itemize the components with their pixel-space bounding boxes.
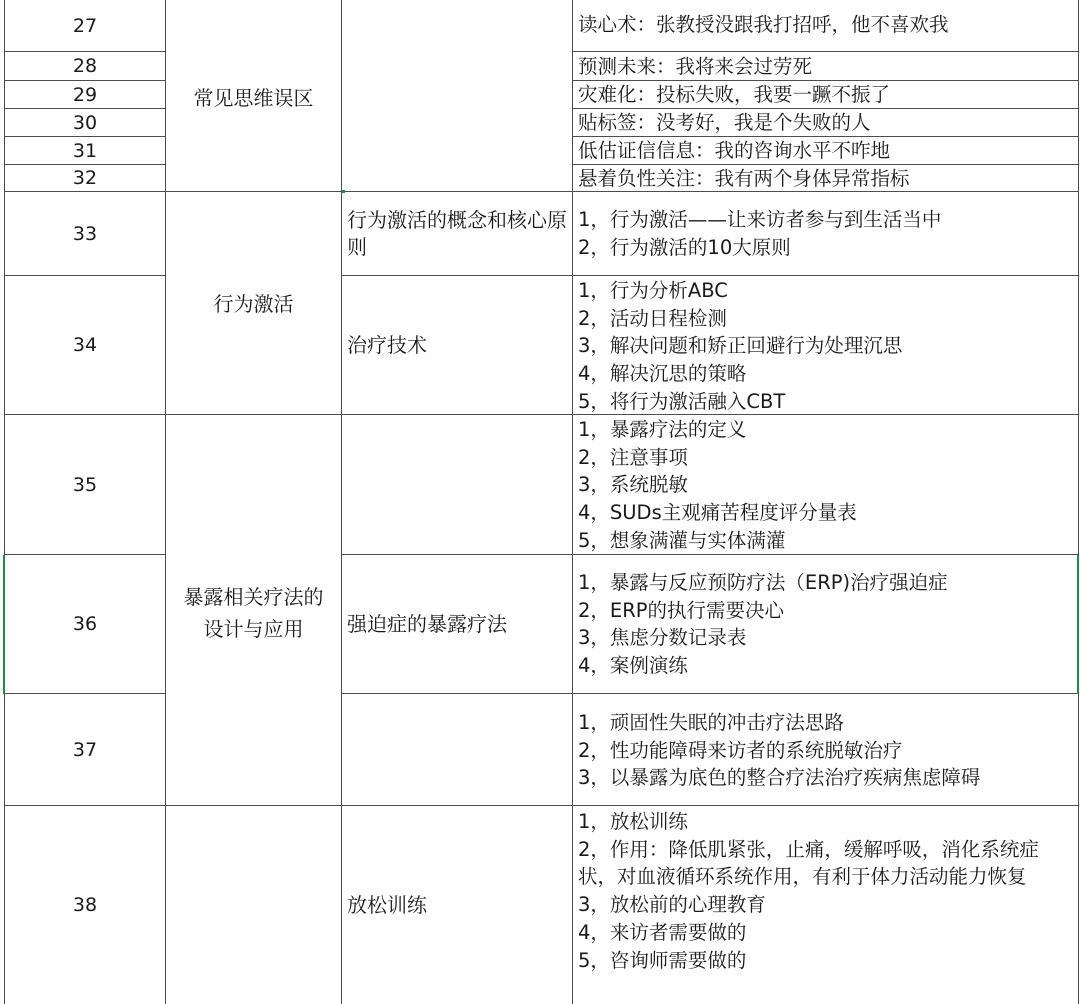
detail-line: 读心术：张教授没跟我打招呼，他不喜欢我 <box>578 13 949 36</box>
detail-line: 2，作用：降低肌紧张，止痛，缓解呼吸，消化系统症状，对血液循环系统作用，有利于体力活动能力恢复 <box>578 837 1039 889</box>
grid-line <box>1078 0 1079 1004</box>
row-number: 35 <box>72 473 98 496</box>
detail-line: 2，性功能障碍来访者的系统脱敏治疗 <box>578 738 903 762</box>
detail-line: 1，行为分析ABC <box>578 279 728 302</box>
detail-cell <box>573 277 902 416</box>
detail-line: 悬着负性关注：我有两个身体异常指标 <box>578 167 910 190</box>
detail-cell <box>573 137 890 165</box>
detail-cell <box>573 165 910 193</box>
detail-line: 4，来访者需要做的 <box>578 920 747 944</box>
detail-line: 1，行为激活——让来访者参与到生活当中 <box>578 208 942 231</box>
detail-line: 2，活动日程检测 <box>578 306 727 330</box>
subtopic-cell: 放松训练 <box>347 892 427 917</box>
grid-line <box>165 0 166 1004</box>
detail-cell <box>573 416 857 555</box>
detail-line: 2，行为激活的10大原则 <box>578 235 791 259</box>
detail-line: 5，将行为激活融入CBT <box>578 389 786 413</box>
detail-cell <box>573 709 980 792</box>
grid-line <box>4 414 1078 415</box>
category-cell: 暴露相关疗法的设计与应用 <box>183 585 324 641</box>
detail-line: 低估证信信息：我的咨询水平不咋地 <box>578 139 891 162</box>
subtopic-cell: 行为激活的概念和核心原则 <box>347 207 567 259</box>
row-number: 28 <box>72 55 98 77</box>
detail-cell <box>573 569 948 680</box>
detail-line: 5，咨询师需要做的 <box>578 948 747 972</box>
row-number: 36 <box>72 613 98 635</box>
detail-line: 4，案例演练 <box>578 654 688 678</box>
selection-border-right <box>1077 555 1079 694</box>
category-cell: 常见思维误区 <box>193 86 314 110</box>
category-cell: 行为激活 <box>213 292 294 316</box>
row-number: 33 <box>72 222 98 245</box>
row-number: 31 <box>72 139 98 162</box>
row-number: 37 <box>72 738 98 761</box>
detail-line: 2，注意事项 <box>578 445 688 469</box>
detail-line: 灾难化：投标失败，我要一蹶不振了 <box>578 83 891 106</box>
detail-cell <box>573 109 871 137</box>
detail-line: 3，解决问题和矫正回避行为处理沉思 <box>578 334 903 358</box>
row-number: 32 <box>72 167 98 189</box>
detail-line: 3，焦虑分数记录表 <box>578 626 747 650</box>
detail-line: 预测未来：我将来会过劳死 <box>578 55 813 78</box>
detail-cell <box>573 11 949 39</box>
row-number: 30 <box>72 111 98 134</box>
row-number: 38 <box>72 894 98 916</box>
subtopic-cell: 治疗技术 <box>347 332 427 357</box>
detail-line: 4，SUDs主观痛苦程度评分量表 <box>578 501 857 525</box>
detail-line: 1，暴露疗法的定义 <box>578 418 747 441</box>
detail-line: 2，ERP的执行需要决心 <box>578 598 785 622</box>
detail-line: 1，顽固性失眠的冲击疗法思路 <box>578 711 844 734</box>
grid-line <box>341 693 1078 694</box>
detail-line: 4，解决沉思的策略 <box>578 362 747 386</box>
detail-line: 1，暴露与反应预防疗法（ERP)治疗强迫症 <box>578 571 948 594</box>
row-number: 34 <box>72 334 98 356</box>
grid-line <box>572 51 1078 52</box>
detail-line: 3，系统脱敏 <box>578 473 688 497</box>
detail-line: 1，放松训练 <box>578 810 688 833</box>
detail-cell <box>573 808 1073 974</box>
row-number: 29 <box>72 83 98 106</box>
row-number: 27 <box>72 14 98 37</box>
detail-line: 3，以暴露为底色的整合疗法治疗疾病焦虑障碍 <box>578 766 981 790</box>
detail-cell <box>573 53 812 81</box>
detail-line: 5，想象满灌与实体满灌 <box>578 528 786 552</box>
detail-line: 3，放松前的心理教育 <box>578 893 766 917</box>
detail-line: 贴标签：没考好，我是个失败的人 <box>578 111 871 134</box>
subtopic-cell: 强迫症的暴露疗法 <box>347 611 507 636</box>
detail-cell <box>573 206 941 261</box>
detail-cell <box>573 81 890 109</box>
